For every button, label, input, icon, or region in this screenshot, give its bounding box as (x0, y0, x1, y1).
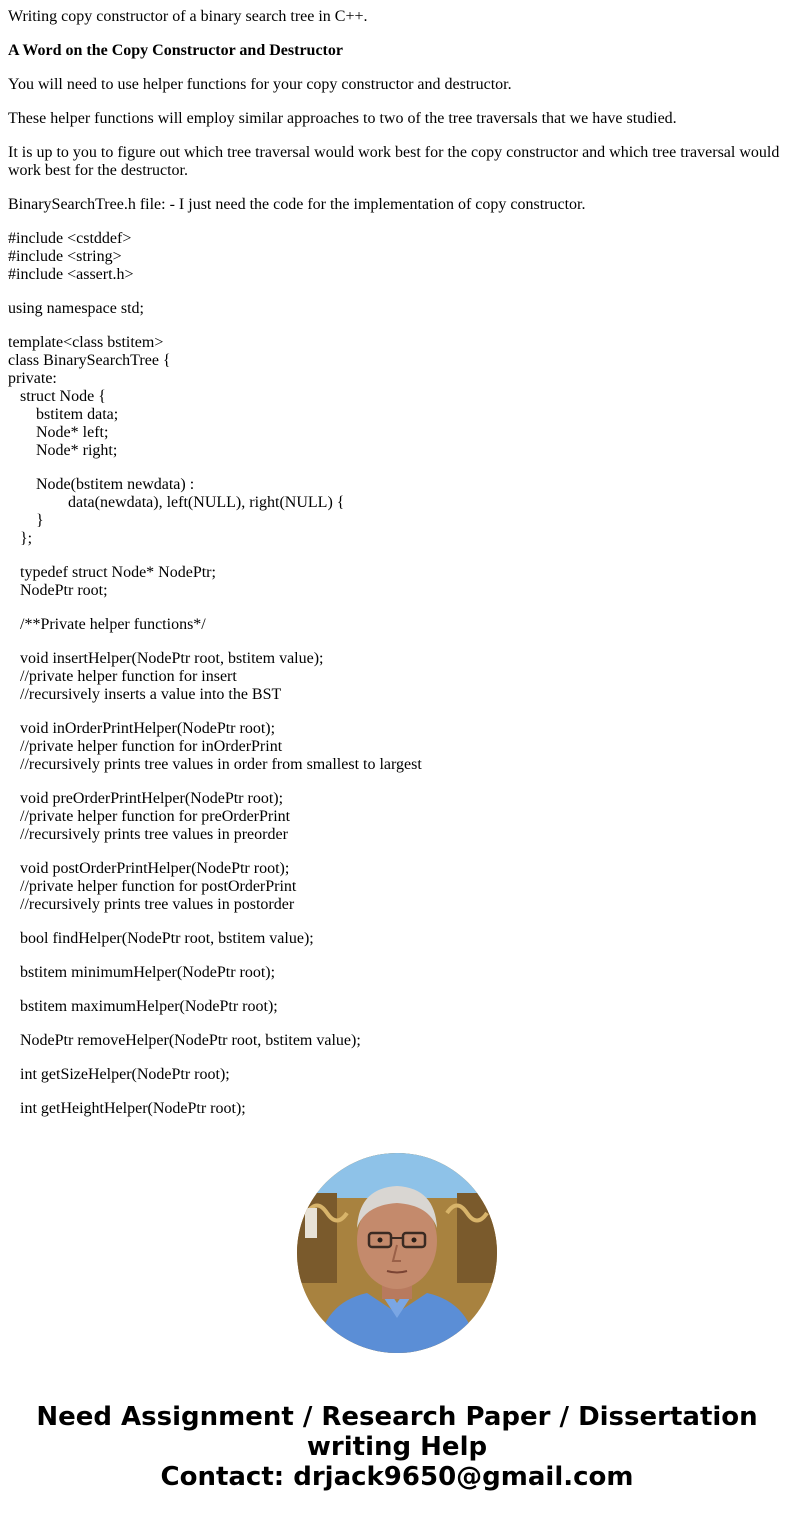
code-line: /**Private helper functions*/ (8, 616, 206, 633)
author-avatar (297, 1153, 497, 1353)
code-line: bstitem minimumHelper(NodePtr root); (8, 964, 276, 981)
code-block (8, 998, 786, 1016)
code-line: private: (8, 370, 57, 387)
code-block (8, 334, 786, 460)
code-block (8, 1032, 786, 1050)
code-block (8, 476, 786, 548)
promo-line-2: writing Help (306, 1432, 488, 1462)
code-block (8, 860, 786, 914)
code-block (8, 790, 786, 844)
code-block (8, 930, 786, 948)
paragraph-which-traversal: It is up to you to figure out which tree traversal would work best for the copy constructor and which tree traversal would work best for the destructor. (8, 144, 780, 179)
question-title: Writing copy constructor of a binary search tree in C++. (8, 8, 368, 25)
code-line: data(newdata), left(NULL), right(NULL) { (8, 494, 345, 511)
code-block (8, 300, 786, 318)
code-line: //private helper function for insert (8, 668, 237, 685)
code-block (8, 564, 786, 600)
promo-banner (0, 1402, 794, 1492)
code-line: //recursively inserts a value into the BST (8, 686, 282, 703)
paragraph-traversals: These helper functions will employ similar approaches to two of the tree traversals that we have studied. (8, 110, 677, 127)
code-line: Node* right; (8, 442, 118, 459)
paragraph-file-note: BinarySearchTree.h file: - I just need the code for the implementation of copy constructor. (8, 196, 586, 213)
code-block (8, 616, 786, 634)
code-line: }; (8, 530, 33, 547)
code-line: class BinarySearchTree { (8, 352, 171, 369)
code-line: bstitem maximumHelper(NodePtr root); (8, 998, 278, 1015)
code-line: Node* left; (8, 424, 109, 441)
code-line: template<class bstitem> (8, 334, 164, 351)
paragraph-helper-functions: You will need to use helper functions for your copy constructor and destructor. (8, 76, 512, 93)
code-block (8, 1100, 786, 1118)
code-line: int getHeightHelper(NodePtr root); (8, 1100, 246, 1117)
code-line: void inOrderPrintHelper(NodePtr root); (8, 720, 276, 737)
code-line: } (8, 512, 44, 529)
section-heading: A Word on the Copy Constructor and Destructor (8, 42, 343, 59)
code-listing (8, 230, 786, 1118)
person-photo-icon (297, 1153, 497, 1353)
code-line: void insertHelper(NodePtr root, bstitem value); (8, 650, 324, 667)
code-line: struct Node { (8, 388, 106, 405)
question-content (8, 8, 786, 1134)
code-line: NodePtr root; (8, 582, 108, 599)
code-line: bool findHelper(NodePtr root, bstitem value); (8, 930, 314, 947)
code-line: void preOrderPrintHelper(NodePtr root); (8, 790, 284, 807)
code-line: #include <cstddef> (8, 230, 132, 247)
code-line: bstitem data; (8, 406, 119, 423)
code-block (8, 650, 786, 704)
code-line: #include <string> (8, 248, 122, 265)
promo-line-1: Need Assignment / Research Paper / Dissertation (36, 1402, 758, 1432)
code-line: typedef struct Node* NodePtr; (8, 564, 216, 581)
code-block (8, 1066, 786, 1084)
code-line: //private helper function for postOrderPrint (8, 878, 297, 895)
code-line: //recursively prints tree values in order from smallest to largest (8, 756, 422, 773)
code-line: NodePtr removeHelper(NodePtr root, bstitem value); (8, 1032, 361, 1049)
code-line: //private helper function for inOrderPrint (8, 738, 283, 755)
code-line: int getSizeHelper(NodePtr root); (8, 1066, 230, 1083)
code-block (8, 230, 786, 284)
code-block (8, 720, 786, 774)
code-line: //recursively prints tree values in postorder (8, 896, 295, 913)
code-block (8, 964, 786, 982)
code-line: //recursively prints tree values in preorder (8, 826, 288, 843)
code-line: //private helper function for preOrderPrint (8, 808, 291, 825)
code-line: Node(bstitem newdata) : (8, 476, 195, 493)
code-line: #include <assert.h> (8, 266, 134, 283)
code-line: using namespace std; (8, 300, 144, 317)
promo-contact: Contact: drjack9650@gmail.com (160, 1462, 634, 1492)
code-line: void postOrderPrintHelper(NodePtr root); (8, 860, 290, 877)
